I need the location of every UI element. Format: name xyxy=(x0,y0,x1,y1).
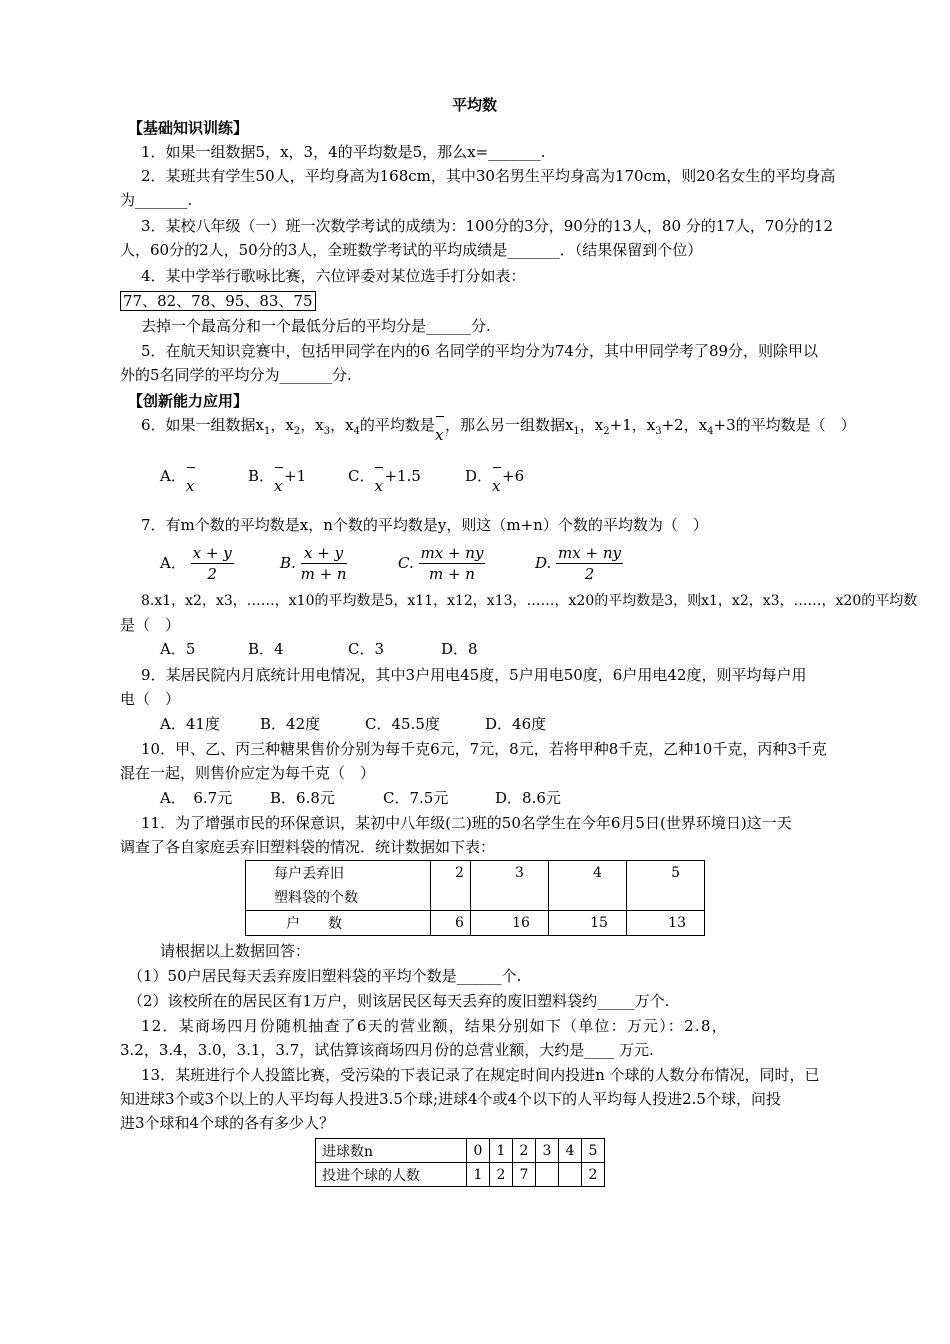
q6-text: 6．如果一组数据x xyxy=(141,416,265,434)
x-bar-symbol: x xyxy=(374,465,384,487)
fraction-c: $\frac{mx + ny}{m + n}$ xyxy=(420,543,484,583)
q8-option-a[interactable]: A．5 xyxy=(160,640,196,658)
fraction-d: $\frac{mx + ny}{2}$ xyxy=(558,543,621,583)
question-9-line-2: 电（ ） xyxy=(120,690,181,708)
question-11-line-2: 调查了各自家庭丢弃旧塑料袋的情况．统计数据如下表： xyxy=(120,838,496,856)
question-13-line-2: 知进球3个或3个以上的人平均每人投进3.5个球;进球4个或4个以下的人平均每人投进2.5个球，问投 xyxy=(120,1090,781,1108)
q6-text: +2，x xyxy=(661,416,708,434)
q6-sub: 1 xyxy=(573,426,580,437)
q11-sub-question-2: （2）该校所在的居民区有1万户，则该居民区每天丢弃的废旧塑料袋约_____万个. xyxy=(128,992,670,1010)
q6-sub: 3 xyxy=(655,426,662,437)
question-3-line-1: 3．某校八年级（一）班一次数学考试的成绩为：100分的3分，90分的13人，80 分的17人，70分的12 xyxy=(141,217,834,235)
q6-text: 的平均数是 xyxy=(359,416,435,434)
table-row xyxy=(246,911,705,936)
question-2-line-1: 2．某班共有学生50人，平均身高为168cm，其中30名男生平均身高为170cm，则20名女生的平均身高 xyxy=(141,167,836,185)
question-9-line-1: 9．某居民院内月底统计用电情况，其中3户用电45度，5户用电50度，6户用电42度，则平均每户用 xyxy=(141,666,807,684)
page-title: 平均数 xyxy=(452,96,498,114)
q10-option-c[interactable]: C．7.5元 xyxy=(383,789,449,807)
table-cell: 5 xyxy=(582,1139,605,1163)
q7-option-d[interactable]: D. $\frac{mx + ny}{2}$ xyxy=(535,543,621,583)
q6-option-a[interactable]: A． x xyxy=(160,467,195,495)
x-bar-symbol: x xyxy=(186,465,196,487)
section-basic: 【基础知识训练】 xyxy=(128,119,249,137)
q7-option-a[interactable]: A． $\frac{x + y}{2}$ xyxy=(160,543,232,583)
q6-option-d[interactable]: D． x +6 xyxy=(465,467,525,495)
question-4-line-1: 4．某中学举行歌咏比赛，六位评委对某位选手打分如表： xyxy=(141,267,526,285)
table-cell: 2 xyxy=(582,1163,605,1187)
q11-prompt: 请根据以上数据回答： xyxy=(160,942,311,960)
table-header-cell: 户 数 xyxy=(246,911,431,936)
q8-option-c[interactable]: C．3 xyxy=(348,640,385,658)
q6-text: ，x xyxy=(579,416,604,434)
q11-sub-question-1: （1）50户居民每天丢弃废旧塑料袋的平均个数是______个. xyxy=(128,967,522,985)
table-row xyxy=(246,861,705,911)
q6-sub: 1 xyxy=(264,426,271,437)
q13-data-table xyxy=(315,1138,605,1187)
q6-text: ，x xyxy=(300,416,324,434)
table-cell: 0 xyxy=(467,1139,490,1163)
table-header-cell: 投进个球的人数 xyxy=(316,1163,467,1187)
question-11-line-1: 11．为了增强市民的环保意识，某初中八年级(二)班的50名学生在今年6月5日(世界环境日)这一天 xyxy=(141,814,792,832)
x-bar-symbol: x xyxy=(492,465,502,487)
q9-option-a[interactable]: A．41度 xyxy=(160,715,220,733)
question-8-line-1: 8.x1，x2，x3，……，x10的平均数是5，x11，x12，x13，……，x20的平均数是3，则x1，x2，x3，……，x20的平均数 xyxy=(141,593,918,609)
q6-sub: 4 xyxy=(353,426,360,437)
table-cell xyxy=(536,1163,559,1187)
table-cell: 3 xyxy=(536,1139,559,1163)
q6-sub: 2 xyxy=(293,426,301,437)
table-cell: 2 xyxy=(490,1163,513,1187)
table-row xyxy=(316,1163,605,1187)
question-10-line-2: 混在一起，则售价应定为每千克（ ） xyxy=(120,764,376,782)
table-cell xyxy=(559,1163,582,1187)
table-cell: 6 xyxy=(431,911,471,936)
q6-text: +3的平均数是（ ） xyxy=(713,416,856,434)
x-bar-symbol: x xyxy=(274,465,284,487)
q6-text: ，x xyxy=(270,416,294,434)
question-7: 7．有m个数的平均数是x，n个数的平均数是y，则这（m+n）个数的平均数为（ ） xyxy=(141,516,708,534)
table-cell: 4 xyxy=(548,861,626,911)
table-cell: 2 xyxy=(513,1139,536,1163)
question-12-line-2: 3.2，3.4，3.0，3.1，3.7，试估算该商场四月份的总营业额，大约是____ 万元. xyxy=(120,1041,654,1059)
q6-text: ，x xyxy=(330,416,354,434)
q10-option-d[interactable]: D．8.6元 xyxy=(495,789,561,807)
section-advanced: 【创新能力应用】 xyxy=(128,392,249,410)
question-6 xyxy=(141,414,856,443)
q10-option-b[interactable]: B．6.8元 xyxy=(270,789,335,807)
q6-option-c[interactable]: C． x +1.5 xyxy=(348,467,421,495)
table-cell: 1 xyxy=(490,1139,513,1163)
question-13-line-3: 进3个球和4个球的各有多少人？ xyxy=(120,1114,335,1132)
scores-box: 77、82、78、95、83、75 xyxy=(120,291,316,311)
q6-text: ，那么另一组数据x xyxy=(444,416,574,434)
question-8-line-2: 是（ ） xyxy=(120,616,181,634)
q8-option-b[interactable]: B．4 xyxy=(248,640,284,658)
table-cell: 16 xyxy=(470,911,548,936)
table-cell: 7 xyxy=(513,1163,536,1187)
question-5-line-2: 外的5名同学的平均分为_______分. xyxy=(120,366,352,384)
q9-option-c[interactable]: C．45.5度 xyxy=(365,715,440,733)
q6-sub: 2 xyxy=(603,426,610,437)
fraction-a: $\frac{x + y}{2}$ xyxy=(192,543,232,583)
q9-option-b[interactable]: B．42度 xyxy=(260,715,321,733)
fraction-b: $\frac{x + y}{m + n}$ xyxy=(300,543,347,583)
table-cell: 15 xyxy=(548,911,626,936)
question-12-line-1: 12．某商场四月份随机抽查了6天的营业额，结果分别如下（单位：万元）：2.8， xyxy=(141,1017,728,1035)
table-row xyxy=(316,1139,605,1163)
table-cell: 1 xyxy=(467,1163,490,1187)
question-13-line-1: 13．某班进行个人投篮比赛，受污染的下表记录了在规定时间内投进n 个球的人数分布情况，同时，已 xyxy=(141,1066,820,1084)
question-2-line-2: 为_______. xyxy=(120,191,193,209)
q6-text: +1，x xyxy=(609,416,656,434)
x-bar-symbol: x xyxy=(435,414,445,436)
table-header-cell: 每户丢弃旧 塑料袋的个数 xyxy=(246,861,431,911)
q6-option-b[interactable]: B． x +1 xyxy=(248,467,307,495)
q6-sub: 4 xyxy=(707,426,714,437)
question-5-line-1: 5．在航天知识竞赛中，包括甲同学在内的6 名同学的平均分为74分，其中甲同学考了89分，则除甲以 xyxy=(141,342,819,360)
q10-option-a[interactable]: A． 6.7元 xyxy=(160,789,233,807)
q7-option-c[interactable]: C. $\frac{mx + ny}{m + n}$ xyxy=(398,543,484,583)
q8-option-d[interactable]: D．8 xyxy=(441,640,478,658)
q7-option-b[interactable]: B. $\frac{x + y}{m + n}$ xyxy=(280,543,347,583)
table-cell: 5 xyxy=(626,861,704,911)
question-10-line-1: 10．甲、乙、丙三种糖果售价分别为每千克6元，7元，8元，若将甲种8千克，乙种10千克，丙种3千克 xyxy=(141,740,827,758)
question-1: 1．如果一组数据5，x，3，4的平均数是5，那么x=_______. xyxy=(141,143,546,161)
q11-data-table xyxy=(245,860,705,936)
table-cell: 13 xyxy=(626,911,704,936)
question-3-line-2: 人，60分的2人，50分的3人，全班数学考试的平均成绩是_______．（结果保留到个位） xyxy=(120,241,703,259)
question-4-line-2: 去掉一个最高分和一个最低分后的平均分是______分. xyxy=(141,317,491,335)
table-cell: 2 xyxy=(431,861,471,911)
table-cell: 3 xyxy=(470,861,548,911)
table-cell: 4 xyxy=(559,1139,582,1163)
q9-option-d[interactable]: D．46度 xyxy=(485,715,547,733)
q6-sub: 3 xyxy=(323,426,331,437)
question-4-scores xyxy=(120,290,316,312)
table-header-cell: 进球数n xyxy=(316,1139,467,1163)
